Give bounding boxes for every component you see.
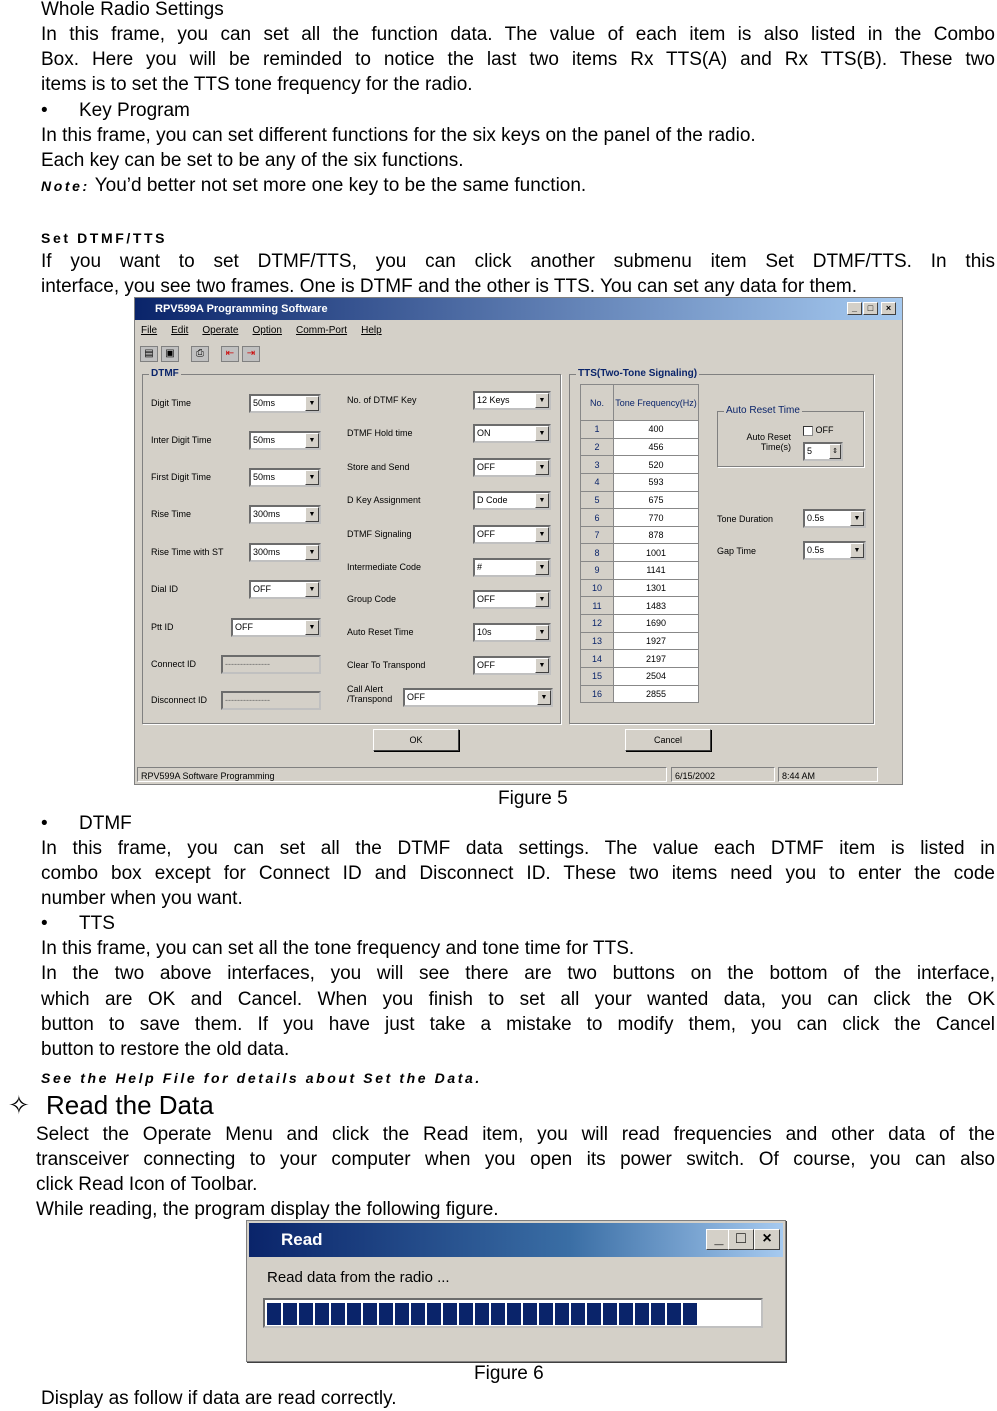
tts-row bbox=[581, 456, 699, 474]
status-app: RPV599A Software Programming bbox=[137, 767, 667, 782]
progress-block bbox=[267, 1303, 281, 1325]
dtmf-bullet: • DTMF bbox=[41, 813, 132, 834]
tts-freq-cell[interactable]: 520 bbox=[614, 456, 699, 474]
dtmf-left-label: Connect ID bbox=[151, 659, 197, 669]
final-line: Display as follow if data are read correctly. bbox=[41, 1388, 397, 1409]
tts-row bbox=[581, 421, 699, 439]
progress-block bbox=[379, 1303, 393, 1325]
tts-heading: TTS bbox=[79, 913, 115, 934]
tts-row bbox=[581, 438, 699, 456]
close-icon[interactable]: × bbox=[754, 1229, 780, 1250]
tts-freq-cell[interactable]: 1483 bbox=[614, 597, 699, 615]
tone-duration-select[interactable]: 0.5s ▼ bbox=[803, 509, 866, 528]
dtmf-group-label: DTMF bbox=[151, 368, 179, 379]
tts-freq-cell[interactable]: 1301 bbox=[614, 579, 699, 597]
progress-block bbox=[299, 1303, 313, 1325]
auto-reset-spinner[interactable]: 5 ⇕ bbox=[803, 442, 843, 461]
read-icon[interactable]: ⇤ bbox=[221, 346, 239, 362]
dtmf-id-input[interactable]: --------------- bbox=[221, 691, 321, 710]
tts-freq-cell[interactable]: 2504 bbox=[614, 667, 699, 685]
tts-no-cell: 6 bbox=[581, 509, 614, 527]
chevron-down-icon: ▼ bbox=[305, 582, 319, 597]
close-icon[interactable]: × bbox=[881, 302, 896, 315]
tts-no-cell: 10 bbox=[581, 579, 614, 597]
dtmf-left-label: Digit Time bbox=[151, 398, 192, 408]
tts-no-cell: 5 bbox=[581, 491, 614, 509]
chevron-down-icon: ▼ bbox=[535, 658, 549, 673]
tts-row bbox=[581, 597, 699, 615]
maximize-icon[interactable]: □ bbox=[863, 302, 878, 315]
tts-row bbox=[581, 544, 699, 562]
tts-freq-cell[interactable]: 2855 bbox=[614, 685, 699, 703]
dtmf-right-select[interactable]: 12 Keys ▼ bbox=[473, 391, 551, 410]
dtmf-right-select[interactable]: OFF ▼ bbox=[473, 590, 551, 609]
maximize-icon[interactable]: □ bbox=[728, 1229, 754, 1250]
tts-row bbox=[581, 685, 699, 703]
dtmf-left-select[interactable]: 300ms ▼ bbox=[249, 505, 321, 524]
dtmf-left-label: Ptt ID bbox=[151, 622, 174, 632]
menu-edit[interactable]: Edit bbox=[171, 325, 189, 336]
dtmf-line-1: In this frame, you can set all the DTMF data settings. The value each DTMF item is listed in bbox=[41, 838, 995, 859]
key-program-heading: Key Program bbox=[79, 100, 190, 121]
chevron-down-icon: ▼ bbox=[535, 426, 549, 441]
menu-option[interactable]: Option bbox=[252, 325, 282, 336]
set-dtmf-line-1: If you want to set DTMF/TTS, you can click another submenu item Set DTMF/TTS. In this bbox=[41, 251, 995, 272]
tts-freq-cell[interactable]: 878 bbox=[614, 526, 699, 544]
dtmf-right-label: DTMF Hold time bbox=[347, 428, 413, 438]
write-icon[interactable]: ⇥ bbox=[242, 346, 260, 362]
progress-block bbox=[283, 1303, 297, 1325]
tts-no-cell: 13 bbox=[581, 632, 614, 650]
tts-freq-cell[interactable]: 675 bbox=[614, 491, 699, 509]
status-bar bbox=[135, 766, 902, 784]
key-program-bullet: • Key Program bbox=[41, 100, 190, 121]
tts-group-label: TTS(Two-Tone Signaling) bbox=[578, 368, 698, 379]
minimize-icon[interactable]: _ bbox=[706, 1229, 732, 1250]
cancel-button[interactable]: Cancel bbox=[625, 729, 711, 751]
chevron-down-icon: ▼ bbox=[850, 543, 864, 558]
dtmf-right-label: Call Alert /Transpond bbox=[347, 684, 393, 704]
dtmf-left-select[interactable]: 300ms ▼ bbox=[249, 543, 321, 562]
tts-freq-cell[interactable]: 593 bbox=[614, 473, 699, 491]
dtmf-right-select[interactable]: OFF ▼ bbox=[403, 688, 553, 707]
tts-no-cell: 9 bbox=[581, 562, 614, 580]
dtmf-right-select[interactable]: D Code ▼ bbox=[473, 491, 551, 510]
read-dialog-title: Read bbox=[249, 1223, 783, 1257]
progress-block bbox=[315, 1303, 329, 1325]
dtmf-left-select[interactable]: OFF ▼ bbox=[231, 618, 321, 637]
progress-block bbox=[571, 1303, 585, 1325]
key-program-line-1: In this frame, you can set different functions for the six keys on the panel of the radio. bbox=[41, 125, 756, 146]
tts-row bbox=[581, 579, 699, 597]
chevron-down-icon: ▼ bbox=[535, 560, 549, 575]
progress-block bbox=[475, 1303, 489, 1325]
menu-file[interactable]: File bbox=[141, 325, 158, 336]
dtmf-right-select[interactable]: OFF ▼ bbox=[473, 656, 551, 675]
ok-button[interactable]: OK bbox=[373, 729, 459, 751]
print-icon[interactable]: ⎙ bbox=[191, 346, 209, 362]
dtmf-heading: DTMF bbox=[79, 813, 132, 834]
chevron-down-icon: ▼ bbox=[850, 511, 864, 526]
tts-no-cell: 2 bbox=[581, 438, 614, 456]
dtmf-left-select[interactable]: OFF ▼ bbox=[249, 580, 321, 599]
dtmf-left-label: Rise Time with ST bbox=[151, 547, 224, 557]
status-time: 8:44 AM bbox=[778, 767, 878, 782]
read-line-2: transceiver connecting to your computer when you open its power switch. Of course, you can also bbox=[36, 1149, 995, 1170]
chevron-down-icon: ▼ bbox=[537, 690, 551, 705]
tts-no-cell: 12 bbox=[581, 615, 614, 633]
tts-freq-cell[interactable]: 1690 bbox=[614, 615, 699, 633]
dtmf-left-label: Inter Digit Time bbox=[151, 435, 212, 445]
dtmf-left-label: Disconnect ID bbox=[151, 695, 208, 705]
dtmf-left-select[interactable]: 50ms ▼ bbox=[249, 394, 321, 413]
tts-row bbox=[581, 473, 699, 491]
dtmf-right-select[interactable]: OFF ▼ bbox=[473, 458, 551, 477]
tts-line-4: button to save them. If you have just take a mistake to modify them, you can click the Cancel bbox=[41, 1014, 995, 1035]
progress-block bbox=[523, 1303, 537, 1325]
chevron-down-icon: ▼ bbox=[535, 625, 549, 640]
tts-table bbox=[580, 384, 699, 703]
whole-radio-line-1: In this frame, you can set all the function data. The value of each item is also listed in the Combo bbox=[41, 24, 995, 45]
tts-freq-cell[interactable]: 2197 bbox=[614, 650, 699, 668]
read-line-3: click Read Icon of Toolbar. bbox=[36, 1174, 258, 1195]
dtmf-right-label: No. of DTMF Key bbox=[347, 395, 417, 405]
progress-block bbox=[587, 1303, 601, 1325]
tts-freq-cell[interactable]: 1141 bbox=[614, 562, 699, 580]
tts-line-3: which are OK and Cancel. When you finish to set all your wanted data, you can click the OK bbox=[41, 989, 995, 1010]
tts-line-5: button to restore the old data. bbox=[41, 1039, 290, 1060]
tts-no-cell: 7 bbox=[581, 526, 614, 544]
tts-no-cell: 4 bbox=[581, 473, 614, 491]
dtmf-left-label: Dial ID bbox=[151, 584, 179, 594]
auto-reset-group-label: Auto Reset Time bbox=[726, 405, 800, 416]
tts-row bbox=[581, 615, 699, 633]
spin-icon: ⇕ bbox=[829, 444, 841, 459]
tts-row bbox=[581, 526, 699, 544]
figure6-read-dialog bbox=[246, 1220, 786, 1362]
progress-block bbox=[683, 1303, 697, 1325]
menu-comm-port[interactable]: Comm-Port bbox=[295, 325, 348, 336]
set-dtmf-line-2: interface, you see two frames. One is DTMF and the other is TTS. You can set any data for them. bbox=[41, 276, 857, 297]
gap-time-select[interactable]: 0.5s ▼ bbox=[803, 541, 866, 560]
dtmf-right-label: Group Code bbox=[347, 594, 397, 604]
dtmf-id-input[interactable]: --------------- bbox=[221, 655, 321, 674]
chevron-down-icon: ▼ bbox=[305, 470, 319, 485]
progress-block bbox=[427, 1303, 441, 1325]
dtmf-right-select[interactable]: # ▼ bbox=[473, 558, 551, 577]
progress-block bbox=[443, 1303, 457, 1325]
note-text: You’d better not set more one key to be the same function. bbox=[89, 175, 587, 196]
progress-block bbox=[635, 1303, 649, 1325]
tts-freq-cell[interactable]: 1927 bbox=[614, 632, 699, 650]
dtmf-right-label: Store and Send bbox=[347, 462, 410, 472]
progress-block bbox=[555, 1303, 569, 1325]
dtmf-left-select[interactable]: 50ms ▼ bbox=[249, 431, 321, 450]
gap-time-label: Gap Time bbox=[717, 546, 757, 556]
dtmf-right-select[interactable]: ON ▼ bbox=[473, 424, 551, 443]
tts-no-cell: 3 bbox=[581, 456, 614, 474]
open-icon[interactable]: ▤ bbox=[140, 346, 158, 362]
read-heading: Read the Data bbox=[46, 1090, 214, 1120]
progress-block bbox=[347, 1303, 361, 1325]
dtmf-right-label: Auto Reset Time bbox=[347, 627, 414, 637]
tts-no-cell: 1 bbox=[581, 421, 614, 439]
progress-block bbox=[491, 1303, 505, 1325]
dtmf-right-select[interactable]: 10s ▼ bbox=[473, 623, 551, 642]
read-line-4: While reading, the program display the following figure. bbox=[36, 1199, 499, 1220]
save-icon[interactable]: ▣ bbox=[161, 346, 179, 362]
progress-block bbox=[363, 1303, 377, 1325]
chevron-down-icon: ▼ bbox=[305, 507, 319, 522]
progress-block bbox=[459, 1303, 473, 1325]
tone-duration-label: Tone Duration bbox=[717, 514, 774, 524]
progress-block bbox=[619, 1303, 633, 1325]
auto-reset-off-checkbox[interactable]: OFF bbox=[803, 425, 834, 436]
tts-no-cell: 15 bbox=[581, 667, 614, 685]
tts-no-cell: 11 bbox=[581, 597, 614, 615]
tts-row bbox=[581, 491, 699, 509]
dtmf-right-label: D Key Assignment bbox=[347, 495, 421, 505]
note-line bbox=[41, 173, 586, 199]
chevron-down-icon: ▼ bbox=[535, 493, 549, 508]
fig5-menu-bar bbox=[141, 323, 396, 339]
tts-row bbox=[581, 509, 699, 527]
dtmf-line-3: number when you want. bbox=[41, 888, 243, 909]
progress-block bbox=[411, 1303, 425, 1325]
tts-freq-cell[interactable]: 770 bbox=[614, 509, 699, 527]
dtmf-right-label: Clear To Transpond bbox=[347, 660, 426, 670]
tts-line-1: In this frame, you can set all the tone frequency and tone time for TTS. bbox=[41, 938, 635, 959]
progress-block bbox=[331, 1303, 345, 1325]
note-label: Note: bbox=[41, 178, 90, 194]
help-note: See the Help File for details about Set the Data. bbox=[41, 1070, 482, 1086]
progress-block bbox=[651, 1303, 665, 1325]
tts-no-cell: 14 bbox=[581, 650, 614, 668]
read-heading-line bbox=[8, 1089, 214, 1121]
chevron-down-icon: ▼ bbox=[305, 545, 319, 560]
chevron-down-icon: ▼ bbox=[305, 396, 319, 411]
figure5-window bbox=[134, 297, 903, 785]
dtmf-line-2: combo box except for Connect ID and Disconnect ID. These two items need you to enter the code bbox=[41, 863, 995, 884]
tts-row bbox=[581, 562, 699, 580]
tts-header-freq: Tone Frequency(Hz) bbox=[614, 385, 699, 421]
menu-operate[interactable]: Operate bbox=[202, 325, 239, 336]
chevron-down-icon: ▼ bbox=[535, 460, 549, 475]
figure6-caption: Figure 6 bbox=[474, 1363, 544, 1384]
whole-radio-heading: Whole Radio Settings bbox=[41, 0, 224, 20]
whole-radio-line-2: Box. Here you will be reminded to notice the last two items Rx TTS(A) and Rx TTS(B). These two bbox=[41, 49, 995, 70]
set-dtmf-heading: Set DTMF/TTS bbox=[41, 230, 168, 246]
tts-row bbox=[581, 667, 699, 685]
chevron-down-icon: ▼ bbox=[535, 592, 549, 607]
read-progress-bar bbox=[263, 1298, 763, 1328]
tts-freq-cell[interactable]: 400 bbox=[614, 421, 699, 439]
tts-bullet: • TTS bbox=[41, 913, 115, 934]
chevron-down-icon: ▼ bbox=[305, 433, 319, 448]
whole-radio-line-3: items is to set the TTS tone frequency for the radio. bbox=[41, 74, 473, 95]
dtmf-right-label: Intermediate Code bbox=[347, 562, 422, 572]
figure5-caption: Figure 5 bbox=[498, 788, 568, 809]
dtmf-left-select[interactable]: 50ms ▼ bbox=[249, 468, 321, 487]
dtmf-right-select[interactable]: OFF ▼ bbox=[473, 525, 551, 544]
fig5-title-bar: RPV599A Programming Software bbox=[135, 298, 902, 320]
dtmf-left-label: First Digit Time bbox=[151, 472, 212, 482]
minimize-icon[interactable]: _ bbox=[847, 302, 862, 315]
progress-block bbox=[667, 1303, 681, 1325]
tts-no-cell: 8 bbox=[581, 544, 614, 562]
chevron-down-icon: ▼ bbox=[305, 620, 319, 635]
sparkle-icon: ✧ bbox=[8, 1090, 30, 1120]
chevron-down-icon: ▼ bbox=[535, 393, 549, 408]
tts-row bbox=[581, 650, 699, 668]
read-message: Read data from the radio ... bbox=[267, 1269, 450, 1286]
tts-freq-cell[interactable]: 1001 bbox=[614, 544, 699, 562]
read-line-1: Select the Operate Menu and click the Read item, you will read frequencies and other data of the bbox=[36, 1124, 995, 1145]
menu-help[interactable]: Help bbox=[361, 325, 382, 336]
progress-block bbox=[539, 1303, 553, 1325]
progress-block bbox=[507, 1303, 521, 1325]
tts-no-cell: 16 bbox=[581, 685, 614, 703]
dtmf-right-label: DTMF Signaling bbox=[347, 529, 412, 539]
progress-block bbox=[603, 1303, 617, 1325]
dtmf-left-label: Rise Time bbox=[151, 509, 192, 519]
chevron-down-icon: ▼ bbox=[535, 527, 549, 542]
auto-reset-label: Auto Reset Time(s) bbox=[746, 432, 791, 452]
tts-line-2: In the two above interfaces, you will see there are two buttons on the bottom of the interface, bbox=[41, 963, 995, 984]
status-date: 6/15/2002 bbox=[671, 767, 775, 782]
progress-block bbox=[395, 1303, 409, 1325]
key-program-line-2: Each key can be set to be any of the six functions. bbox=[41, 150, 464, 171]
tts-freq-cell[interactable]: 456 bbox=[614, 438, 699, 456]
tts-header-no: No. bbox=[581, 385, 614, 421]
tts-row bbox=[581, 632, 699, 650]
